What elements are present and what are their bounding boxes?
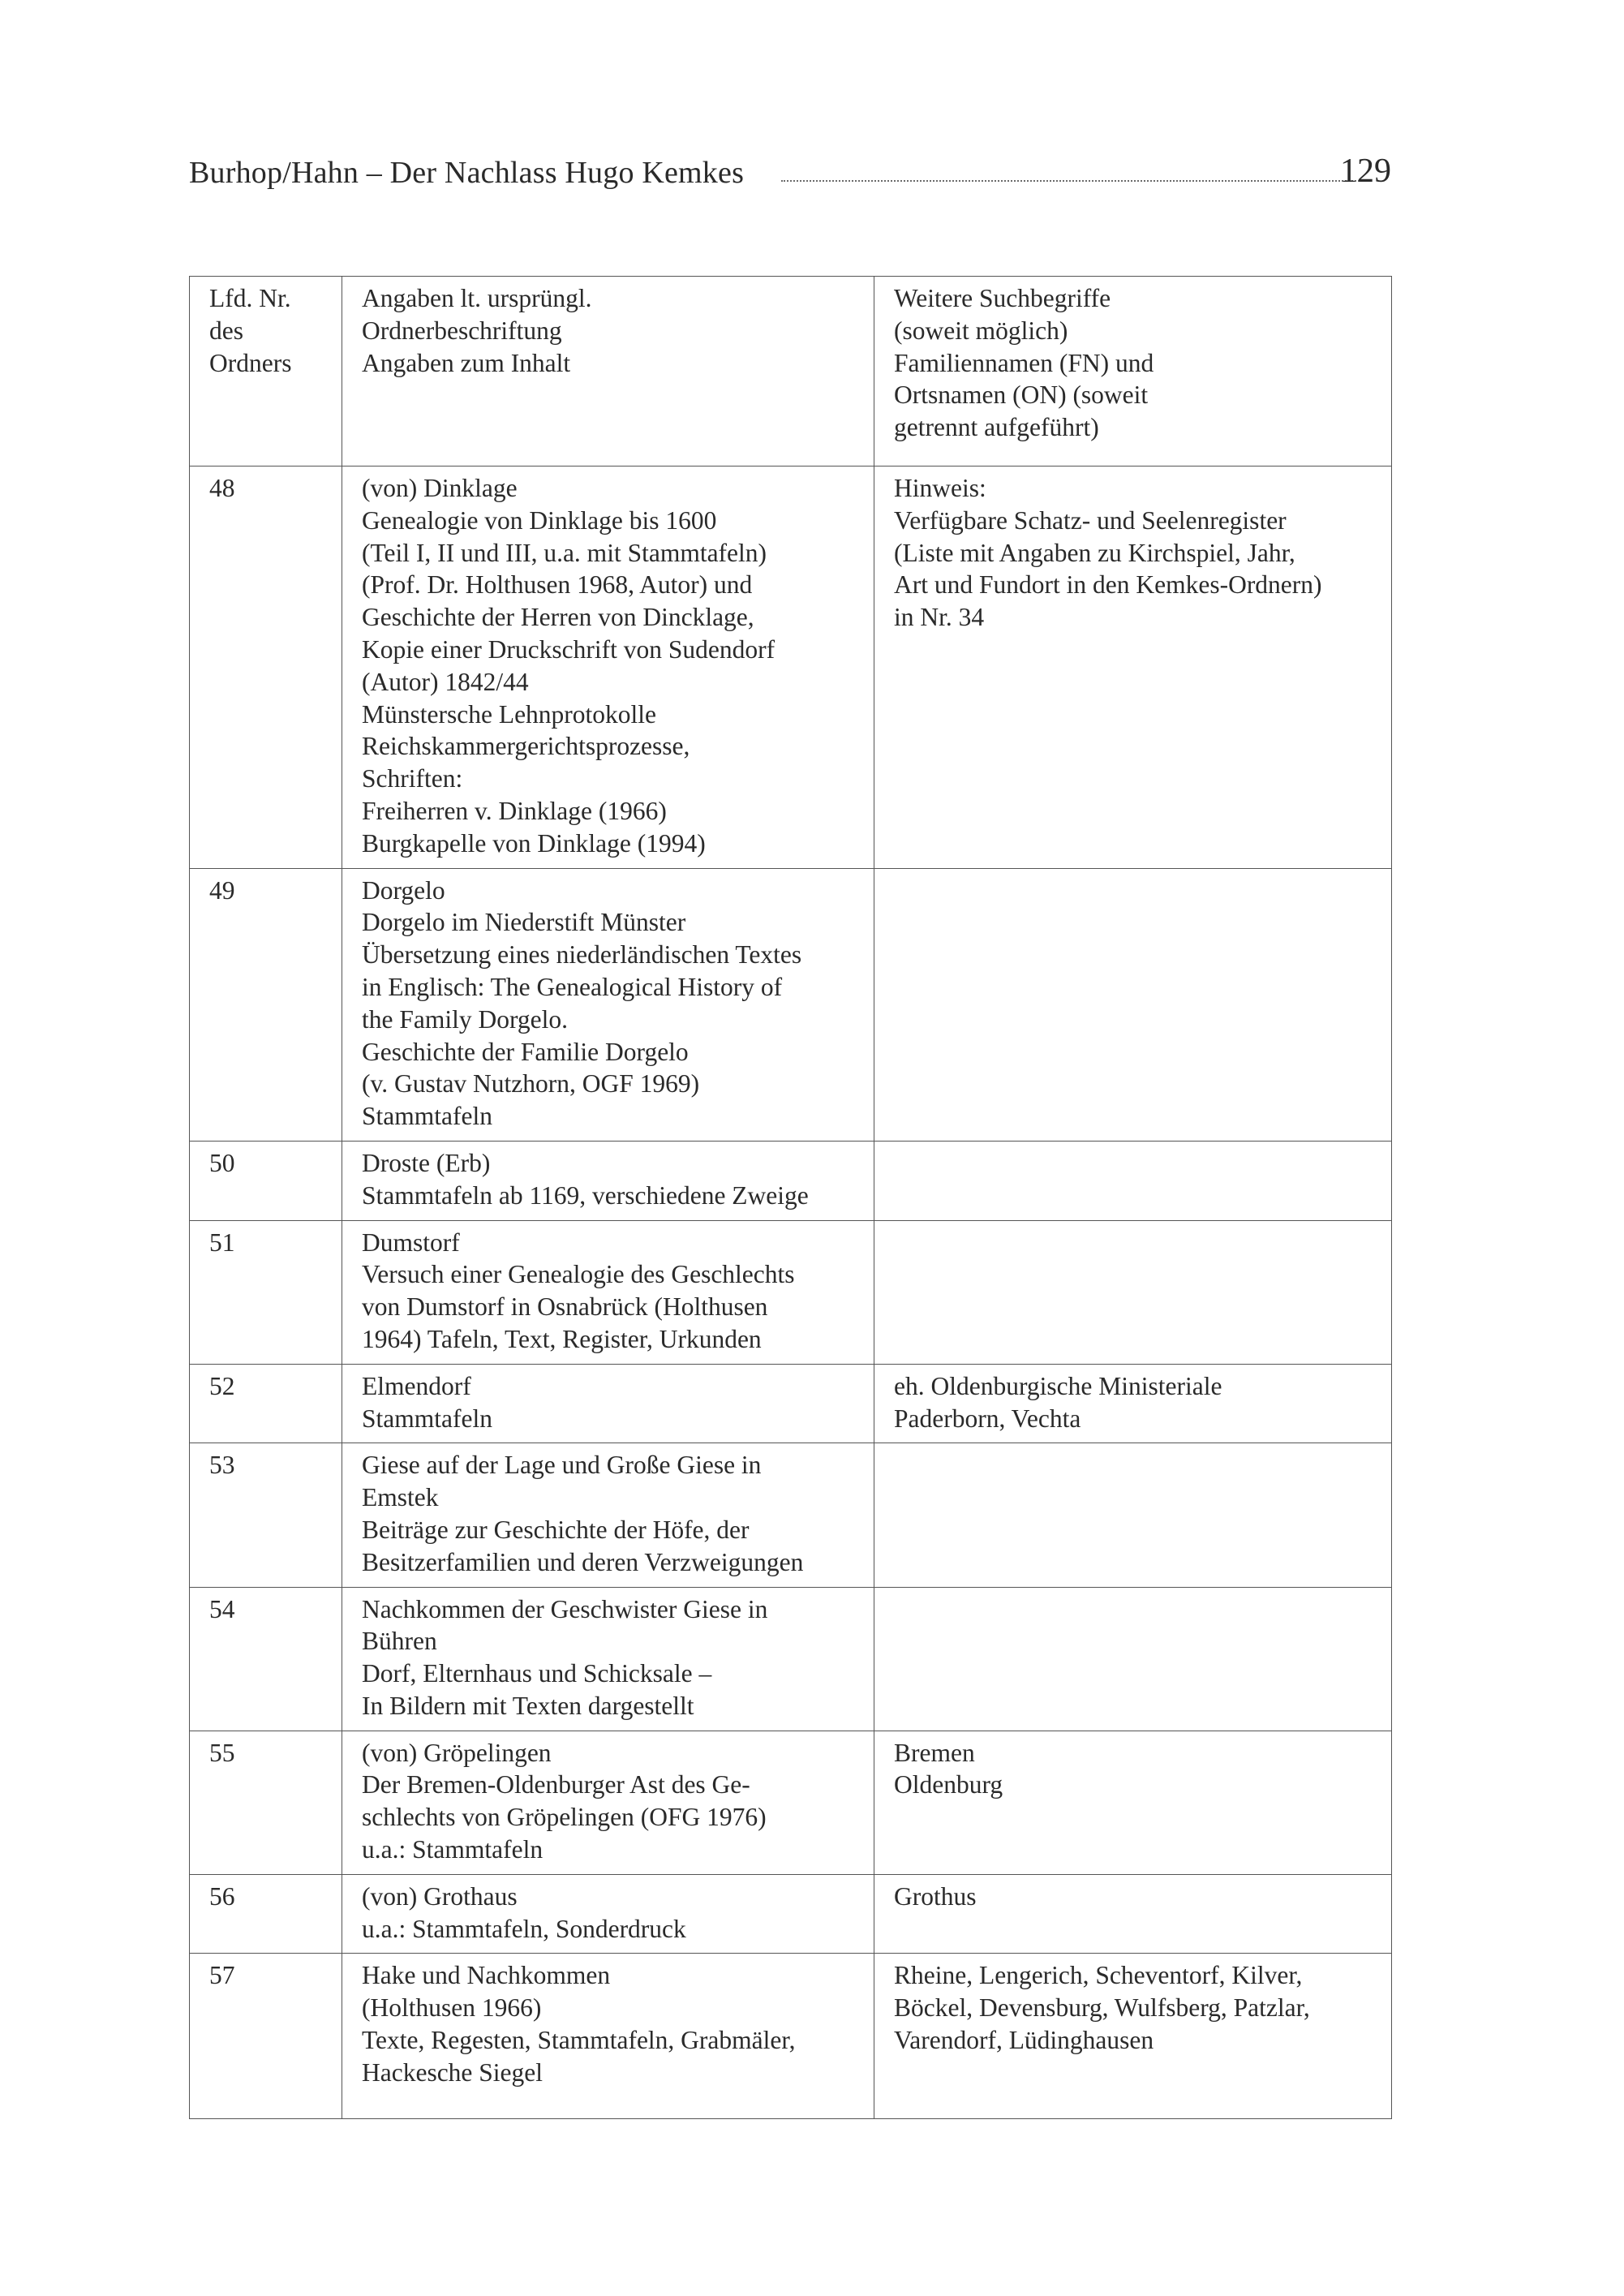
search-term-line: Varendorf, Lüdinghausen [894, 2026, 1154, 2055]
ordner-table [189, 276, 1392, 2119]
description-line: von Dumstorf in Osnabrück (Holthusen [362, 1292, 768, 1322]
ordner-number: 56 [209, 1881, 235, 1911]
cell-ordner-nr [190, 1954, 342, 2119]
table-row [190, 1220, 1392, 1364]
description-line: Stammtafeln [362, 1404, 492, 1433]
description-line: Münstersche Lehnprotokolle [362, 699, 657, 729]
description-line: Dorgelo im Niederstift Münster [362, 908, 686, 937]
table-row [190, 1587, 1392, 1731]
table-header-row [190, 277, 1392, 467]
cell-search-terms [874, 1954, 1392, 2119]
cell-ordner-description [342, 1731, 874, 1874]
search-term-line: Grothus [894, 1881, 977, 1911]
cell-search-terms [874, 1874, 1392, 1954]
cell-ordner-description [342, 1220, 874, 1364]
description-line: the Family Dorgelo. [362, 1004, 569, 1034]
description-line: Texte, Regesten, Stammtafeln, Grabmäler, [362, 2026, 796, 2055]
description-line: (von) Grothaus [362, 1881, 518, 1911]
header-rule [781, 180, 1365, 182]
page-number: 129 [1340, 153, 1391, 190]
cell-ordner-nr [190, 1141, 342, 1220]
cell-ordner-description [342, 1364, 874, 1443]
cell-ordner-nr [190, 1364, 342, 1443]
search-term-line: Verfügbare Schatz- und Seelenregister [894, 505, 1287, 535]
header-nr-line: des [209, 316, 243, 345]
description-line: Hackesche Siegel [362, 2057, 543, 2087]
description-line: Burgkapelle von Dinklage (1994) [362, 828, 706, 858]
search-term-line: Hinweis: [894, 474, 986, 502]
table-row [190, 1954, 1392, 2119]
description-line: (Holthusen 1966) [362, 1993, 542, 2023]
cell-ordner-nr [190, 1443, 342, 1587]
cell-search-terms [874, 467, 1392, 869]
cell-ordner-description [342, 1141, 874, 1220]
description-line: Der Bremen-Oldenburger Ast des Ge- [362, 1770, 750, 1799]
cell-search-terms [874, 1443, 1392, 1587]
description-line: u.a.: Stammtafeln, Sonderdruck [362, 1914, 686, 1943]
description-line: Bühren [362, 1627, 437, 1656]
description-line: Hake und Nachkommen [362, 1961, 611, 1990]
search-term-line: Böckel, Devensburg, Wulfsberg, Patzlar, [894, 1993, 1310, 2023]
cell-search-terms [874, 1587, 1392, 1731]
ordner-number: 53 [209, 1451, 235, 1480]
header-main-line: Angaben zum Inhalt [362, 348, 571, 377]
description-line: (v. Gustav Nutzhorn, OGF 1969) [362, 1069, 700, 1099]
cell-ordner-description [342, 467, 874, 869]
description-line: 1964) Tafeln, Text, Register, Urkunden [362, 1324, 762, 1353]
description-line: Genealogie von Dinklage bis 1600 [362, 505, 717, 535]
cell-ordner-description [342, 1874, 874, 1954]
table-row [190, 1364, 1392, 1443]
running-head [189, 146, 1391, 203]
description-line: Dorgelo [362, 875, 445, 905]
header-cell-search [874, 277, 1392, 467]
description-line: Stammtafeln ab 1169, verschiedene Zweige [362, 1180, 809, 1210]
table-row [190, 1731, 1392, 1874]
cell-ordner-nr [190, 1731, 342, 1874]
header-cell-nr [190, 277, 342, 467]
description-line: Droste (Erb) [362, 1148, 491, 1177]
cell-ordner-nr [190, 868, 342, 1141]
cell-ordner-nr [190, 1874, 342, 1954]
table-row [190, 467, 1392, 869]
description-line: in Englisch: The Genealogical History of [362, 972, 783, 1001]
header-search-line: Familiennamen (FN) und [894, 348, 1154, 377]
description-line: (von) Dinklage [362, 474, 518, 502]
header-search-line: (soweit möglich) [894, 316, 1068, 345]
description-line: Geschichte der Herren von Dincklage, [362, 603, 754, 632]
description-line: Übersetzung eines niederländischen Textes [362, 940, 802, 970]
cell-search-terms [874, 1364, 1392, 1443]
description-line: Elmendorf [362, 1371, 471, 1400]
ordner-number: 49 [209, 875, 235, 905]
description-line: Besitzerfamilien und deren Verzweigungen [362, 1547, 804, 1576]
ordner-number: 57 [209, 1961, 235, 1990]
cell-ordner-description [342, 1443, 874, 1587]
description-line: (Prof. Dr. Holthusen 1968, Autor) und [362, 570, 753, 600]
description-line: Reichskammergerichtsprozesse, [362, 732, 690, 761]
table-row [190, 1874, 1392, 1954]
ordner-number: 54 [209, 1594, 235, 1623]
description-line: Beiträge zur Geschichte der Höfe, der [362, 1515, 750, 1544]
search-term-line: Paderborn, Vechta [894, 1404, 1081, 1433]
description-line: Nachkommen der Geschwister Giese in [362, 1594, 768, 1623]
description-line: Giese auf der Lage und Große Giese in [362, 1451, 762, 1480]
search-term-line: Oldenburg [894, 1770, 1003, 1799]
header-cell-main [342, 277, 874, 467]
search-term-line: Rheine, Lengerich, Scheventorf, Kilver, [894, 1961, 1303, 1990]
header-search-line: Weitere Suchbegriffe [894, 284, 1111, 312]
cell-search-terms [874, 868, 1392, 1141]
description-line: Stammtafeln [362, 1102, 492, 1131]
table-row [190, 868, 1392, 1141]
description-line: u.a.: Stammtafeln [362, 1835, 543, 1864]
search-term-line: eh. Oldenburgische Ministeriale [894, 1371, 1222, 1400]
ordner-number: 52 [209, 1371, 235, 1400]
table-row [190, 1141, 1392, 1220]
description-line: (Teil I, II und III, u.a. mit Stammtafeln) [362, 538, 767, 567]
cell-search-terms [874, 1220, 1392, 1364]
description-line: In Bildern mit Texten dargestellt [362, 1691, 694, 1720]
description-line: Dorf, Elternhaus und Schicksale – [362, 1659, 712, 1688]
description-line: Emstek [362, 1483, 439, 1512]
cell-ordner-nr [190, 467, 342, 869]
description-line: Schriften: [362, 764, 463, 793]
cell-search-terms [874, 1141, 1392, 1220]
cell-search-terms [874, 1731, 1392, 1874]
description-line: schlechts von Gröpelingen (OFG 1976) [362, 1803, 767, 1832]
ordner-number: 50 [209, 1148, 235, 1177]
cell-ordner-description [342, 1954, 874, 2119]
table-row [190, 1443, 1392, 1587]
cell-ordner-description [342, 868, 874, 1141]
running-title: Burhop/Hahn – Der Nachlass Hugo Kemkes [189, 156, 745, 190]
header-main-line: Ordnerbeschriftung [362, 316, 562, 345]
search-term-line: (Liste mit Angaben zu Kirchspiel, Jahr, [894, 538, 1295, 567]
ordner-number: 55 [209, 1738, 235, 1767]
header-main-line: Angaben lt. ursprüngl. [362, 284, 592, 312]
description-line: Kopie einer Druckschrift von Sudendorf [362, 634, 775, 664]
description-line: Freiherren v. Dinklage (1966) [362, 796, 667, 825]
ordner-number: 48 [209, 474, 235, 502]
description-line: Geschichte der Familie Dorgelo [362, 1037, 689, 1066]
table-body [190, 277, 1392, 2119]
search-term-line: Bremen [894, 1738, 975, 1767]
description-line: (Autor) 1842/44 [362, 667, 529, 696]
description-line: (von) Gröpelingen [362, 1738, 552, 1767]
ordner-number: 51 [209, 1228, 235, 1257]
search-term-line: Art und Fundort in den Kemkes-Ordnern) [894, 570, 1322, 600]
description-line: Dumstorf [362, 1228, 460, 1257]
header-search-line: getrennt aufgeführt) [894, 413, 1099, 442]
header-nr-line: Lfd. Nr. [209, 284, 291, 312]
header-search-line: Ortsnamen (ON) (soweit [894, 381, 1149, 410]
cell-ordner-nr [190, 1220, 342, 1364]
description-line: Versuch einer Genealogie des Geschlechts [362, 1260, 795, 1289]
cell-ordner-description [342, 1587, 874, 1731]
search-term-line: in Nr. 34 [894, 603, 985, 632]
header-nr-line: Ordners [209, 348, 292, 377]
cell-ordner-nr [190, 1587, 342, 1731]
